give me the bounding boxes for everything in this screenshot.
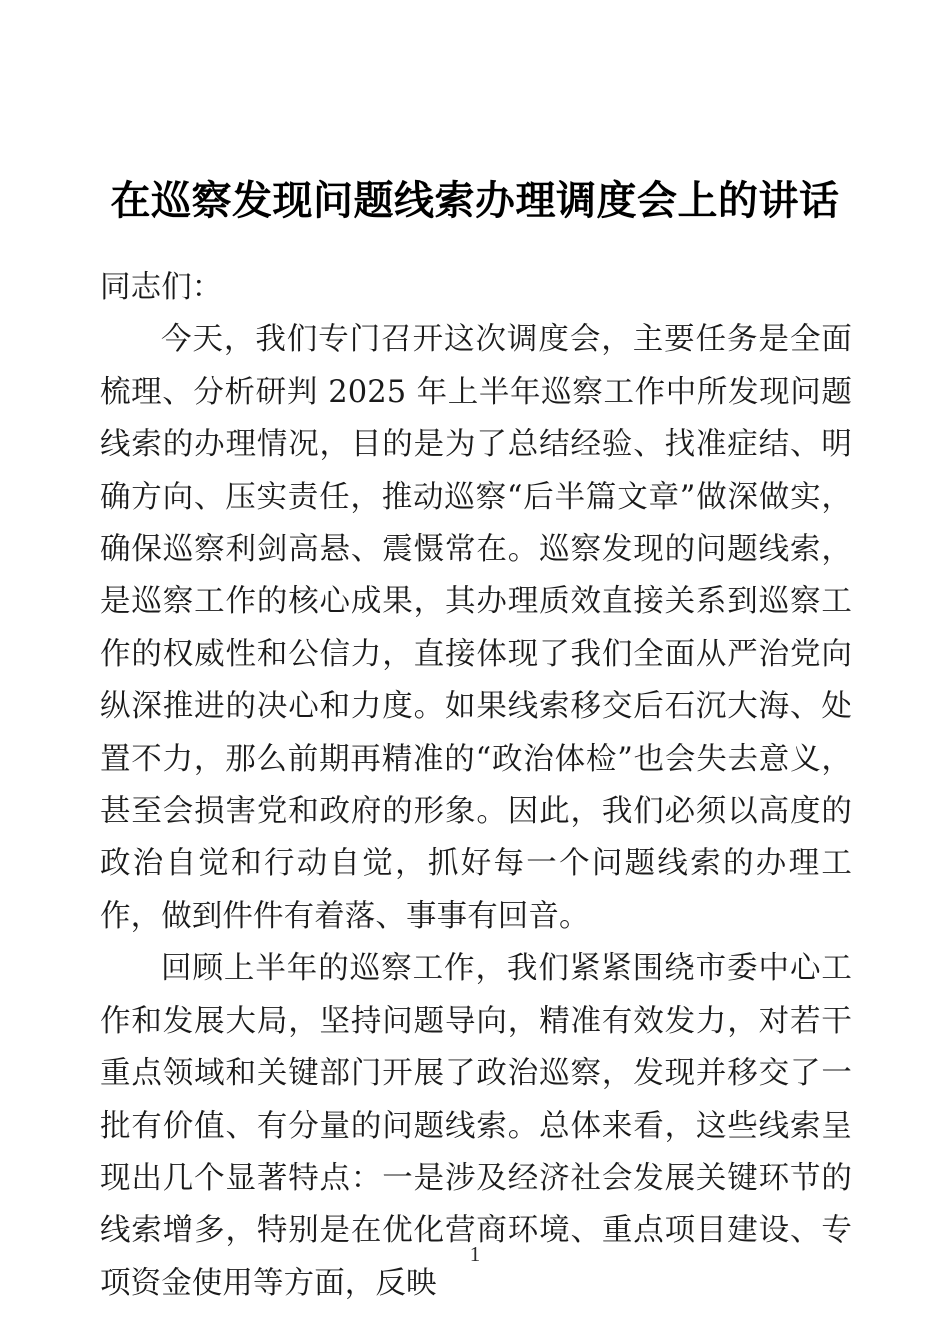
- page-title: 在巡察发现问题线索办理调度会上的讲话: [110, 177, 840, 223]
- body-paragraph-2: 回顾上半年的巡察工作，我们紧紧围绕市委中心工作和发展大局，坚持问题导向，精准有效发力，对若干重点领域和关键部门开展了政治巡察，发现并移交了一批有价值、有分量的问题线索。总体来看，这些线索呈现出几个显著特点：一是涉及经济社会发展关键环节的线索增多，特别是在优化营商环境、重点项目建设、专项资金使用等方面，反映: [100, 951, 852, 1301]
- page-number-footer: 1: [469, 1242, 481, 1266]
- document-body: [100, 262, 852, 1310]
- body-paragraph-1: 今天，我们专门召开这次调度会，主要任务是全面梳理、分析研判 2025 年上半年巡察工作中所发现问题线索的办理情况，目的是为了总结经验、找准症结、明确方向、压实责任，推动巡察“后半篇文章”做深做实，确保巡察利剑高悬、震慑常在。巡察发现的问题线索，是巡察工作的核心成果，其办理质效直接关系到巡察工作的权威性和公信力，直接体现了我们全面从严治党向纵深推进的决心和力度。如果线索移交后石沉大海、处置不力，那么前期再精准的“政治体检”也会失去意义，甚至会损害党和政府的形象。因此，我们必须以高度的政治自觉和行动自觉，抓好每一个问题线索的办理工作，做到件件有着落、事事有回音。: [100, 322, 852, 934]
- salutation-line: 同志们：: [100, 270, 223, 305]
